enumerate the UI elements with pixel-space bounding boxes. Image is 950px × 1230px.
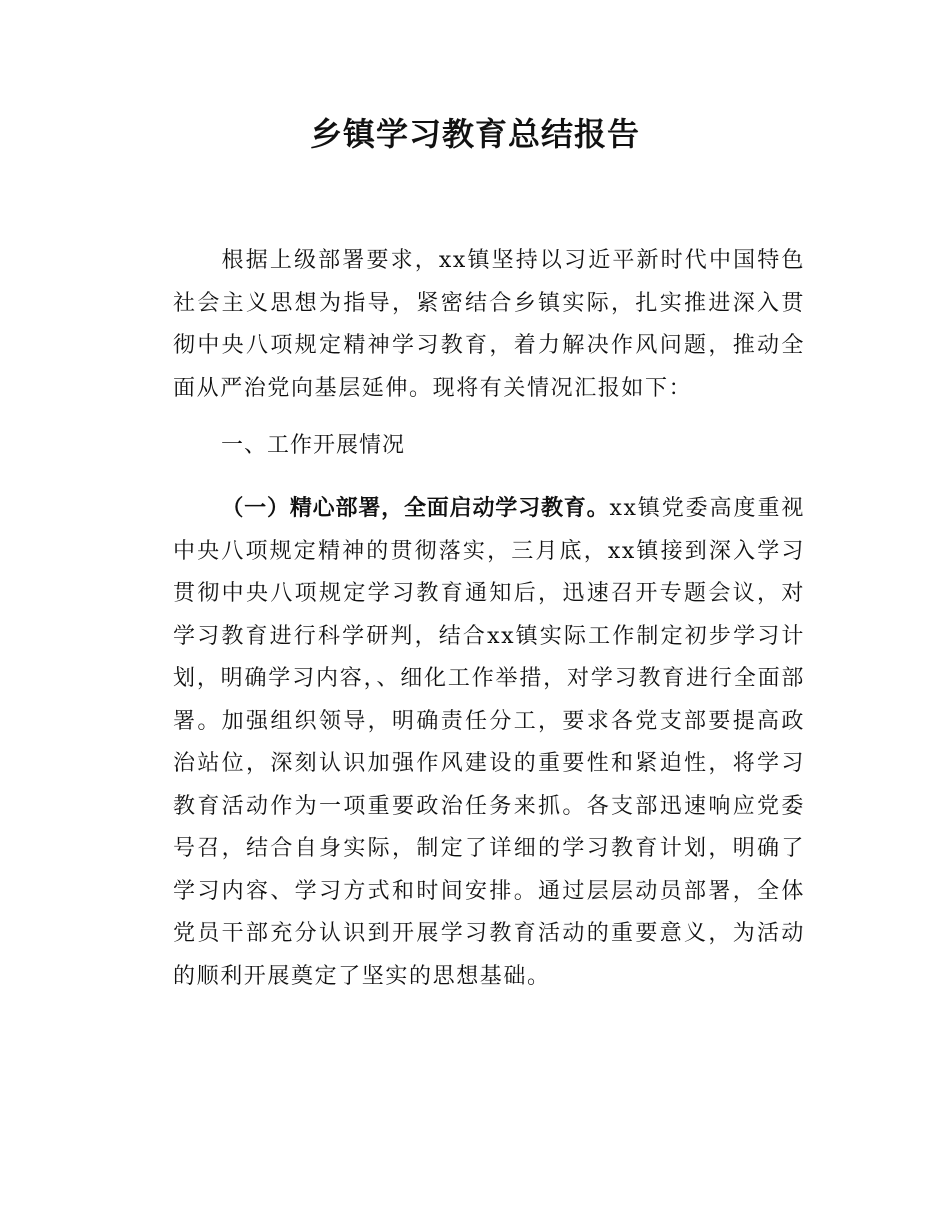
- subsection-body: xx镇党委高度重视中央八项规定精神的贯彻落实，三月底，xx镇接到深入学习贯彻中央八项规定学习教育通知后，迅速召开专题会议，对学习教育进行科学研判，结合xx镇实际工作制定初步学习计划，明确学习内容，、细化工作举措，对学习教育进行全面部署。加强组织领导，明确责任分工，要求各党支部要提高政治站位，深刻认识加强作风建设的重要性和紧迫性，将学习教育活动作为一项重要政治任务来抓。各支部迅速响应党委号召，结合自身实际，制定了详细的学习教育计划，明确了学习内容、学习方式和时间安排。通过层层动员部署，全体党员干部充分认识到开展学习教育活动的重要意义，为活动的顺利开展奠定了坚实的思想基础。: [173, 496, 805, 989]
- intro-paragraph: [173, 240, 805, 410]
- document-title: 乡镇学习教育总结报告: [309, 115, 640, 153]
- subsection-lead: （一）精心部署，全面启动学习教育。: [221, 496, 610, 521]
- subsection-paragraph: [173, 488, 805, 998]
- section-heading: 一、工作开展情况: [221, 433, 406, 458]
- intro-paragraph-text: 根据上级部署要求，xx镇坚持以习近平新时代中国特色社会主义思想为指导，紧密结合乡镇实际，扎实推进深入贯彻中央八项规定精神学习教育，着力解决作风问题，推动全面从严治党向基层延伸。现将有关情况汇报如下：: [173, 248, 805, 401]
